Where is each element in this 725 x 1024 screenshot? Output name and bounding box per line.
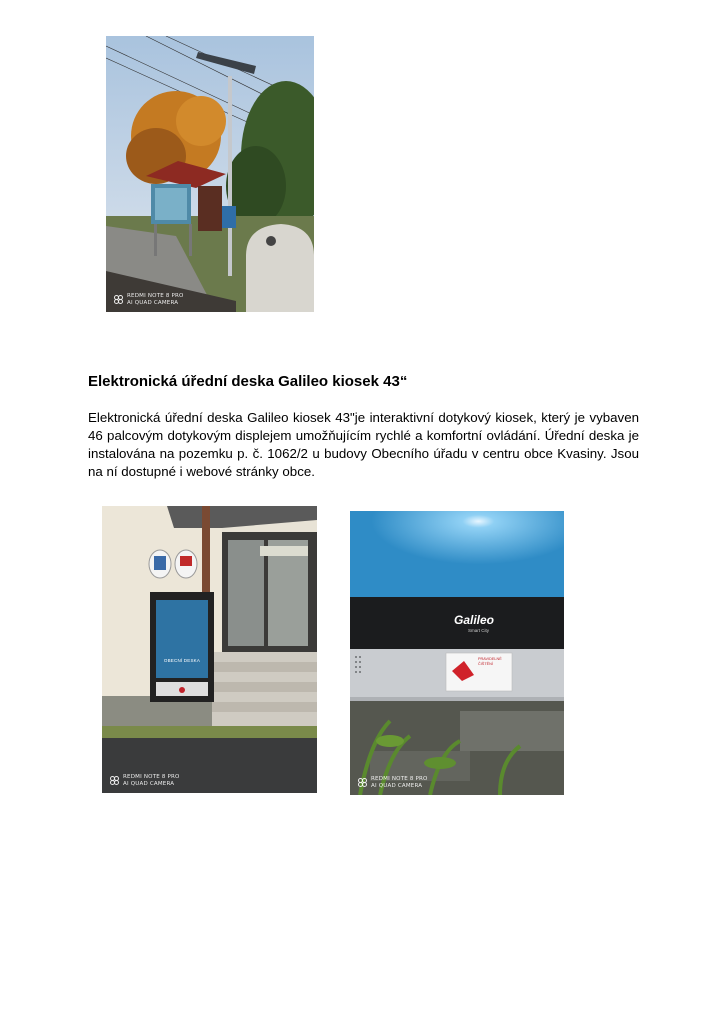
camera-watermark [110, 774, 180, 787]
camera-logo-icon [358, 778, 367, 787]
galileo-sub: Smart City [468, 628, 490, 633]
building-scene [102, 506, 317, 793]
watermark-model: REDMI NOTE 8 PRO [127, 293, 184, 299]
outdoor-scene [106, 36, 314, 312]
closeup-scene [350, 511, 564, 795]
camera-logo-icon [114, 295, 123, 304]
photo-building-kiosk [102, 506, 317, 793]
watermark-camera: AI QUAD CAMERA [123, 780, 175, 787]
description-paragraph: Elektronická úřední deska Galileo kiosek 43"je interaktivní dotykový kiosek, který je vybaven 46 palcovým dotykovým displejem umožňujícím rychlé a komfortní ovládání. Úřední deska je instalována na pozemku p. č. 1062/2 u budovy Obecního úřadu v centru obce Kvasiny. Jsou na ní dostupné i webové stránky obce. [88, 410, 639, 479]
watermark-camera: AI QUAD CAMERA [371, 782, 423, 789]
sticker-text: PRAVIDELNÉ ČIŠTĚNÍ [478, 657, 502, 666]
galileo-logo: Galileo [454, 613, 495, 627]
watermark-camera: AI QUAD CAMERA [127, 299, 179, 306]
camera-watermark [114, 293, 184, 306]
camera-logo-icon [110, 776, 119, 785]
watermark-model: REDMI NOTE 8 PRO [371, 776, 428, 782]
watermark-model: REDMI NOTE 8 PRO [123, 774, 180, 780]
section-heading: Elektronická úřední deska Galileo kiosek 43“ [88, 373, 408, 390]
photo-outdoor-kiosk [106, 36, 314, 312]
kiosk-screen-label: OBECNÍ DESKA [163, 658, 201, 663]
photo-kiosk-closeup [350, 511, 564, 795]
camera-watermark [358, 776, 428, 789]
